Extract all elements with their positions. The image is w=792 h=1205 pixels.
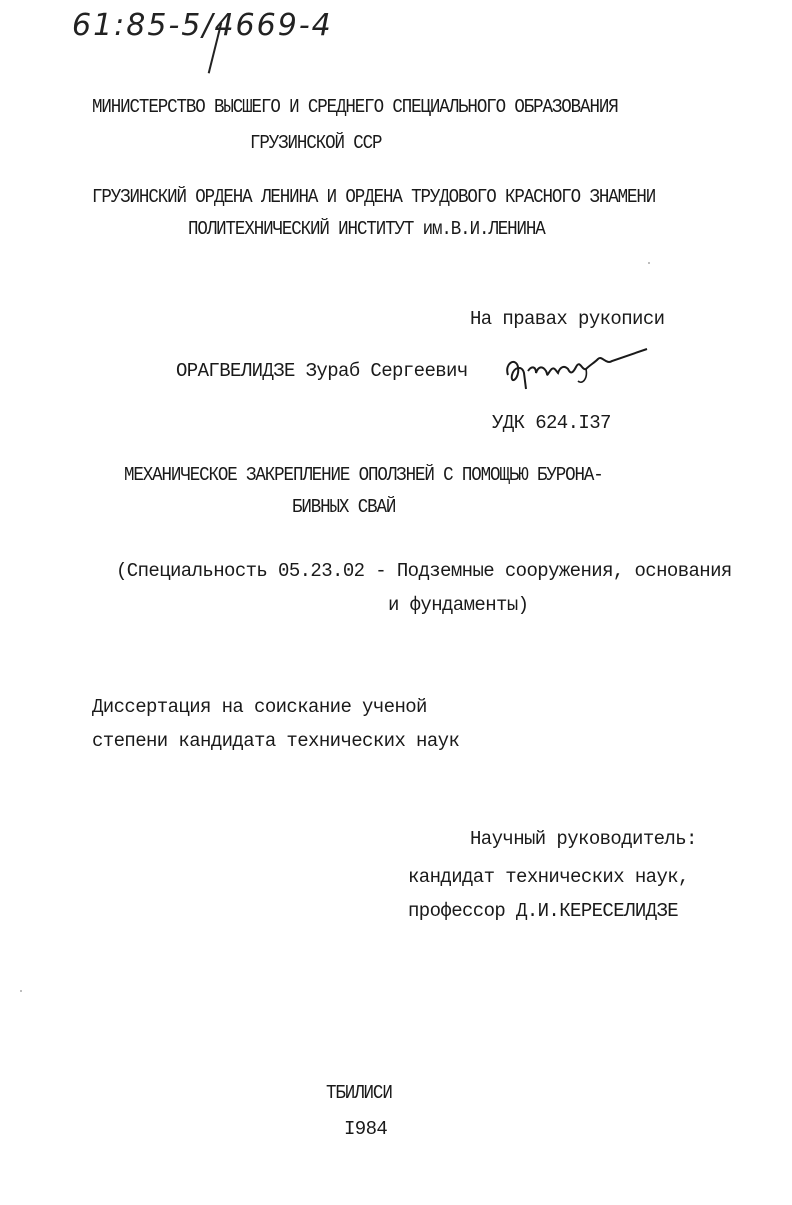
author-name: ОРАГВЕЛИДЗЕ Зураб Сергеевич (176, 360, 468, 382)
institute-line-1: ГРУЗИНСКИЙ ОРДЕНА ЛЕНИНА И ОРДЕНА ТРУДОВОГО КРАСНОГО ЗНАМЕНИ (92, 186, 656, 208)
dissertation-line-2: степени кандидата технических наук (92, 730, 460, 752)
author-signature (502, 345, 652, 400)
archive-code-handwritten: 61:85-5/4669-4 (72, 8, 333, 43)
title-line-2: БИВНЫХ СВАЙ (292, 496, 396, 518)
signature-drawing (502, 345, 652, 395)
city: ТБИЛИСИ (326, 1082, 392, 1104)
specialty-line-1: (Специальность 05.23.02 - Подземные сооружения, основания (116, 560, 732, 582)
manuscript-rights-note: На правах рукописи (470, 308, 665, 330)
scan-speck (648, 262, 650, 264)
supervisor-degree: кандидат технических наук, (408, 866, 689, 888)
scan-speck (20, 990, 22, 992)
title-line-1: МЕХАНИЧЕСКОЕ ЗАКРЕПЛЕНИЕ ОПОЛЗНЕЙ С ПОМОЩЬЮ БУРОНА- (124, 464, 603, 486)
specialty-line-2: и фундаменты) (388, 594, 529, 616)
supervisor-name: профессор Д.И.КЕРЕСЕЛИДЗЕ (408, 900, 679, 922)
year: I984 (344, 1118, 388, 1140)
ministry-line-2: ГРУЗИНСКОЙ ССР (250, 132, 382, 154)
udk-code: УДК 624.I37 (492, 412, 611, 434)
dissertation-line-1: Диссертация на соискание ученой (92, 696, 427, 718)
supervisor-heading: Научный руководитель: (470, 828, 697, 850)
institute-line-2: ПОЛИТЕХНИЧЕСКИЙ ИНСТИТУТ им.В.И.ЛЕНИНА (188, 218, 545, 240)
ministry-line-1: МИНИСТЕРСТВО ВЫСШЕГО И СРЕДНЕГО СПЕЦИАЛЬНОГО ОБРАЗОВАНИЯ (92, 96, 618, 118)
